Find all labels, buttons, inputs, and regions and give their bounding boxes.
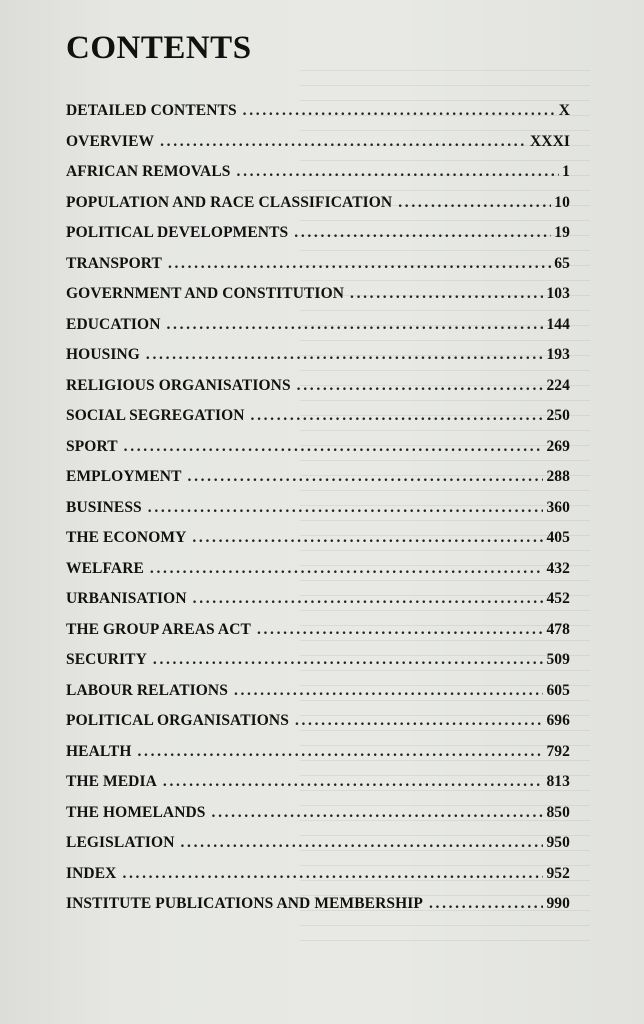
toc-entry-label: DETAILED CONTENTS [66, 102, 237, 119]
toc-entry-label: THE ECONOMY [66, 529, 187, 546]
dot-leader [124, 438, 544, 456]
dot-leader [237, 163, 560, 181]
toc-entry-page-number: 696 [546, 712, 570, 729]
toc-entry-label: EMPLOYMENT [66, 468, 182, 485]
toc-entry-page-number: 509 [546, 651, 570, 668]
toc-entry [66, 804, 570, 835]
toc-entry-label: THE MEDIA [66, 773, 157, 790]
toc-entry [66, 651, 570, 682]
dot-leader [153, 651, 544, 669]
toc-entry-page-number: 103 [546, 285, 570, 302]
toc-entry-page-number: 950 [546, 834, 570, 851]
dot-leader [294, 224, 551, 242]
toc-entry [66, 895, 570, 926]
dot-leader [429, 895, 543, 913]
toc-entry [66, 377, 570, 408]
toc-entry-page-number: 224 [546, 376, 570, 394]
toc-entry [66, 346, 570, 377]
dot-leader [122, 865, 543, 883]
toc-entry [66, 163, 570, 194]
toc-entry [66, 285, 570, 316]
dot-leader [251, 407, 544, 425]
toc-entry-page-number: 813 [546, 773, 570, 790]
toc-entry-page-number: 850 [546, 803, 570, 821]
toc-entry [66, 255, 570, 286]
toc-entry-label: OVERVIEW [66, 132, 155, 150]
toc-entry [66, 499, 570, 530]
dot-leader [295, 712, 543, 730]
toc-entry-page-number: 250 [546, 407, 570, 424]
toc-entry-page-number: 405 [546, 529, 570, 546]
dot-leader [150, 560, 544, 578]
dot-leader [234, 682, 543, 700]
toc-entry-page-number: XXXI [529, 132, 570, 150]
dot-leader [181, 834, 544, 852]
toc-entry-page-number: 360 [546, 498, 570, 516]
toc-entry-label: EDUCATION [66, 315, 161, 333]
dot-leader [148, 499, 544, 517]
toc-entry-page-number: 792 [546, 742, 570, 760]
toc-entry-page-number: 19 [554, 224, 570, 241]
toc-entry [66, 834, 570, 865]
toc-entry [66, 560, 570, 591]
toc-entry-page-number: 452 [546, 590, 570, 607]
toc-entry-label: HEALTH [66, 742, 132, 760]
dot-leader [138, 743, 544, 761]
toc-entry-label: INDEX [66, 864, 117, 882]
toc-entry [66, 316, 570, 347]
toc-entry-label: THE HOMELANDS [66, 803, 206, 821]
toc-entry [66, 438, 570, 469]
toc-entry-page-number: X [558, 102, 570, 119]
toc-entry [66, 407, 570, 438]
toc-entry-label: POPULATION AND RACE CLASSIFICATION [66, 193, 393, 211]
toc-entry-page-number: 144 [546, 315, 570, 333]
toc-entry-page-number: 10 [554, 193, 570, 211]
toc-entry-label: LABOUR RELATIONS [66, 681, 228, 699]
toc-entry-page-number: 990 [546, 895, 570, 912]
toc-entry-page-number: 288 [546, 468, 570, 485]
table-of-contents [66, 102, 570, 926]
toc-entry [66, 468, 570, 499]
dot-leader [257, 621, 544, 639]
toc-entry-label: AFRICAN REMOVALS [66, 163, 231, 180]
toc-entry-page-number: 1 [562, 163, 570, 180]
toc-entry-page-number: 65 [554, 254, 570, 272]
dot-leader [163, 773, 544, 791]
toc-entry-label: GOVERNMENT AND CONSTITUTION [66, 285, 345, 302]
toc-entry [66, 712, 570, 743]
toc-entry-label: RELIGIOUS ORGANISATIONS [66, 376, 291, 394]
toc-entry-label: THE GROUP AREAS ACT [66, 620, 251, 638]
dot-leader [192, 529, 543, 547]
toc-entry-label: LEGISLATION [66, 834, 175, 851]
toc-entry-label: SOCIAL SEGREGATION [66, 407, 245, 424]
toc-entry [66, 682, 570, 713]
toc-entry-label: HOUSING [66, 346, 140, 363]
dot-leader [188, 468, 544, 486]
toc-entry [66, 865, 570, 896]
toc-entry-label: SPORT [66, 437, 118, 455]
toc-entry [66, 529, 570, 560]
toc-entry-page-number: 193 [546, 346, 570, 363]
toc-entry-page-number: 952 [546, 864, 570, 882]
toc-entry-page-number: 269 [546, 437, 570, 455]
toc-entry [66, 773, 570, 804]
toc-entry-page-number: 478 [546, 620, 570, 638]
toc-entry [66, 621, 570, 652]
toc-entry [66, 224, 570, 255]
dot-leader [168, 255, 551, 273]
dot-leader [166, 316, 543, 334]
dot-leader [297, 377, 544, 395]
dot-leader [398, 194, 551, 212]
toc-entry [66, 194, 570, 225]
toc-entry [66, 102, 570, 133]
toc-entry-page-number: 605 [546, 681, 570, 699]
toc-entry-label: WELFARE [66, 559, 144, 577]
toc-entry-page-number: 432 [546, 559, 570, 577]
dot-leader [243, 102, 556, 120]
dot-leader [193, 590, 544, 608]
dot-leader [212, 804, 544, 822]
toc-entry-label: POLITICAL ORGANISATIONS [66, 712, 289, 729]
toc-entry-label: BUSINESS [66, 498, 142, 516]
toc-entry-label: SECURITY [66, 651, 147, 668]
toc-entry [66, 133, 570, 164]
dot-leader [160, 133, 527, 151]
toc-entry-label: INSTITUTE PUBLICATIONS AND MEMBERSHIP [66, 895, 423, 912]
toc-entry-label: TRANSPORT [66, 254, 162, 272]
dot-leader [350, 285, 543, 303]
toc-entry [66, 743, 570, 774]
toc-entry-label: POLITICAL DEVELOPMENTS [66, 224, 289, 241]
dot-leader [146, 346, 544, 364]
page-title: CONTENTS [66, 30, 252, 66]
toc-entry-label: URBANISATION [66, 590, 187, 607]
toc-entry [66, 590, 570, 621]
